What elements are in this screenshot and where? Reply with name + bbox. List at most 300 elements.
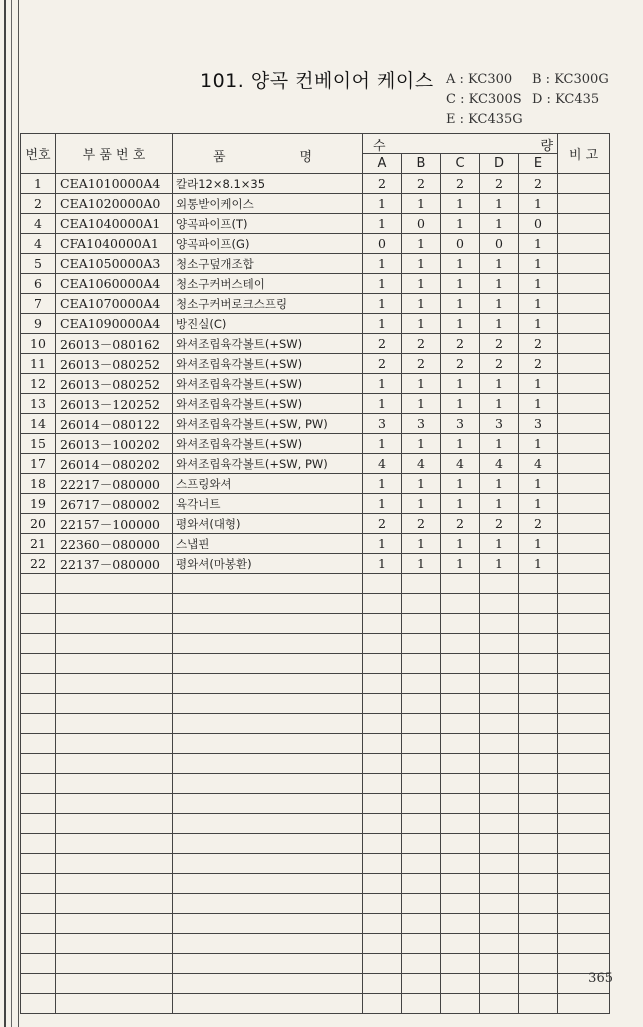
empty-cell bbox=[480, 654, 519, 674]
empty-cell bbox=[363, 894, 402, 914]
part-number: 22217－080000 bbox=[56, 474, 173, 494]
qty-cell: 1 bbox=[519, 294, 558, 314]
row-number: 11 bbox=[21, 354, 56, 374]
table-row bbox=[21, 174, 610, 194]
empty-cell bbox=[480, 894, 519, 914]
empty-row bbox=[21, 914, 610, 934]
qty-cell: 1 bbox=[363, 394, 402, 414]
row-number: 18 bbox=[21, 474, 56, 494]
empty-cell bbox=[519, 974, 558, 994]
empty-cell bbox=[56, 814, 173, 834]
header-part-no: 부 품 번 호 bbox=[56, 134, 173, 174]
empty-cell bbox=[441, 754, 480, 774]
empty-cell bbox=[402, 954, 441, 974]
empty-cell bbox=[402, 834, 441, 854]
empty-cell bbox=[56, 994, 173, 1014]
row-number: 10 bbox=[21, 334, 56, 354]
empty-cell bbox=[21, 574, 56, 594]
empty-cell bbox=[519, 774, 558, 794]
empty-cell bbox=[21, 734, 56, 754]
empty-cell bbox=[363, 694, 402, 714]
part-number: 26717－080002 bbox=[56, 494, 173, 514]
model-legend bbox=[446, 70, 609, 130]
qty-cell: 1 bbox=[480, 314, 519, 334]
part-name: 청소구덮개조합 bbox=[173, 254, 363, 274]
remarks-cell bbox=[558, 534, 610, 554]
qty-cell: 1 bbox=[441, 314, 480, 334]
qty-cell: 0 bbox=[441, 234, 480, 254]
row-number: 13 bbox=[21, 394, 56, 414]
empty-cell bbox=[402, 714, 441, 734]
empty-cell bbox=[558, 694, 610, 714]
qty-cell: 1 bbox=[519, 194, 558, 214]
qty-cell: 1 bbox=[480, 374, 519, 394]
empty-cell bbox=[56, 794, 173, 814]
qty-cell: 0 bbox=[519, 214, 558, 234]
empty-row bbox=[21, 674, 610, 694]
qty-cell: 1 bbox=[363, 254, 402, 274]
part-number: CEA1020000A0 bbox=[56, 194, 173, 214]
empty-cell bbox=[21, 594, 56, 614]
empty-cell bbox=[173, 994, 363, 1014]
empty-cell bbox=[173, 594, 363, 614]
empty-cell bbox=[519, 894, 558, 914]
empty-cell bbox=[363, 754, 402, 774]
empty-row bbox=[21, 994, 610, 1014]
qty-cell: 2 bbox=[480, 354, 519, 374]
empty-cell bbox=[441, 834, 480, 854]
qty-cell: 2 bbox=[441, 354, 480, 374]
header-col-a: A bbox=[363, 154, 402, 174]
part-number: CEA1060000A4 bbox=[56, 274, 173, 294]
empty-cell bbox=[558, 574, 610, 594]
empty-cell bbox=[402, 734, 441, 754]
empty-cell bbox=[558, 754, 610, 774]
table-row bbox=[21, 394, 610, 414]
empty-cell bbox=[363, 614, 402, 634]
empty-cell bbox=[519, 574, 558, 594]
empty-cell bbox=[558, 774, 610, 794]
empty-cell bbox=[441, 974, 480, 994]
empty-cell bbox=[402, 814, 441, 834]
table-row bbox=[21, 234, 610, 254]
empty-cell bbox=[21, 834, 56, 854]
empty-cell bbox=[441, 794, 480, 814]
qty-cell: 1 bbox=[480, 254, 519, 274]
empty-cell bbox=[558, 654, 610, 674]
qty-cell: 0 bbox=[480, 234, 519, 254]
qty-cell: 2 bbox=[480, 334, 519, 354]
empty-cell bbox=[402, 934, 441, 954]
empty-cell bbox=[480, 634, 519, 654]
empty-cell bbox=[480, 694, 519, 714]
part-number: 22360－080000 bbox=[56, 534, 173, 554]
empty-cell bbox=[558, 874, 610, 894]
empty-cell bbox=[363, 934, 402, 954]
empty-cell bbox=[519, 594, 558, 614]
empty-cell bbox=[56, 934, 173, 954]
part-number: CEA1070000A4 bbox=[56, 294, 173, 314]
empty-cell bbox=[441, 914, 480, 934]
empty-cell bbox=[558, 914, 610, 934]
empty-cell bbox=[402, 974, 441, 994]
empty-cell bbox=[402, 994, 441, 1014]
empty-cell bbox=[558, 934, 610, 954]
model-code: C : KC300S bbox=[446, 92, 522, 107]
qty-cell: 4 bbox=[480, 454, 519, 474]
empty-cell bbox=[402, 694, 441, 714]
qty-cell: 3 bbox=[441, 414, 480, 434]
qty-cell: 2 bbox=[441, 514, 480, 534]
qty-cell: 2 bbox=[441, 174, 480, 194]
empty-cell bbox=[56, 854, 173, 874]
empty-cell bbox=[363, 794, 402, 814]
empty-cell bbox=[519, 674, 558, 694]
empty-row bbox=[21, 894, 610, 914]
row-number: 2 bbox=[21, 194, 56, 214]
header-remarks: 비 고 bbox=[558, 134, 610, 174]
part-number: CEA1010000A4 bbox=[56, 174, 173, 194]
table-row bbox=[21, 514, 610, 534]
empty-cell bbox=[441, 774, 480, 794]
empty-cell bbox=[441, 854, 480, 874]
qty-cell: 1 bbox=[402, 374, 441, 394]
part-number: 22137－080000 bbox=[56, 554, 173, 574]
empty-cell bbox=[56, 974, 173, 994]
qty-cell: 1 bbox=[402, 394, 441, 414]
empty-cell bbox=[173, 654, 363, 674]
empty-cell bbox=[56, 774, 173, 794]
qty-cell: 1 bbox=[363, 494, 402, 514]
empty-cell bbox=[519, 634, 558, 654]
empty-row bbox=[21, 694, 610, 714]
empty-cell bbox=[441, 594, 480, 614]
qty-cell: 1 bbox=[363, 374, 402, 394]
empty-row bbox=[21, 634, 610, 654]
row-number: 4 bbox=[21, 214, 56, 234]
part-name: 칼라12×8.1×35 bbox=[173, 174, 363, 194]
part-name: 스프링와셔 bbox=[173, 474, 363, 494]
empty-row bbox=[21, 754, 610, 774]
row-number: 9 bbox=[21, 314, 56, 334]
empty-cell bbox=[56, 954, 173, 974]
empty-cell bbox=[56, 834, 173, 854]
part-name: 청소구커버스테이 bbox=[173, 274, 363, 294]
part-name: 청소구커버로크스프링 bbox=[173, 294, 363, 314]
empty-cell bbox=[558, 834, 610, 854]
empty-cell bbox=[21, 754, 56, 774]
remarks-cell bbox=[558, 174, 610, 194]
header-name-left: 품 bbox=[213, 150, 226, 165]
empty-cell bbox=[173, 834, 363, 854]
qty-cell: 2 bbox=[402, 174, 441, 194]
part-name: 와셔조립육각볼트(+SW, PW) bbox=[173, 414, 363, 434]
part-name: 와셔조립육각볼트(+SW) bbox=[173, 374, 363, 394]
empty-cell bbox=[363, 974, 402, 994]
empty-cell bbox=[441, 574, 480, 594]
empty-cell bbox=[363, 954, 402, 974]
part-number: 26013－080252 bbox=[56, 354, 173, 374]
qty-cell: 1 bbox=[519, 434, 558, 454]
empty-cell bbox=[363, 574, 402, 594]
table-row bbox=[21, 534, 610, 554]
remarks-cell bbox=[558, 314, 610, 334]
part-name: 와셔조립육각볼트(+SW) bbox=[173, 394, 363, 414]
empty-cell bbox=[56, 754, 173, 774]
header-col-d: D bbox=[480, 154, 519, 174]
empty-cell bbox=[519, 854, 558, 874]
empty-cell bbox=[402, 574, 441, 594]
empty-cell bbox=[21, 774, 56, 794]
part-number: 26013－080162 bbox=[56, 334, 173, 354]
table-row bbox=[21, 474, 610, 494]
empty-cell bbox=[173, 794, 363, 814]
empty-cell bbox=[402, 614, 441, 634]
empty-cell bbox=[363, 854, 402, 874]
empty-row bbox=[21, 934, 610, 954]
empty-cell bbox=[480, 854, 519, 874]
empty-cell bbox=[519, 754, 558, 774]
qty-cell: 2 bbox=[480, 174, 519, 194]
part-name: 스냅핀 bbox=[173, 534, 363, 554]
remarks-cell bbox=[558, 374, 610, 394]
empty-cell bbox=[558, 714, 610, 734]
qty-cell: 2 bbox=[519, 174, 558, 194]
empty-cell bbox=[363, 774, 402, 794]
qty-cell: 1 bbox=[519, 274, 558, 294]
qty-cell: 3 bbox=[402, 414, 441, 434]
empty-cell bbox=[56, 654, 173, 674]
remarks-cell bbox=[558, 214, 610, 234]
empty-cell bbox=[519, 914, 558, 934]
empty-cell bbox=[441, 614, 480, 634]
qty-cell: 2 bbox=[480, 514, 519, 534]
qty-cell: 1 bbox=[363, 554, 402, 574]
remarks-cell bbox=[558, 514, 610, 534]
header-no: 번호 bbox=[21, 134, 56, 174]
qty-cell: 1 bbox=[402, 494, 441, 514]
empty-cell bbox=[480, 994, 519, 1014]
empty-cell bbox=[558, 994, 610, 1014]
remarks-cell bbox=[558, 274, 610, 294]
part-number: 26013－120252 bbox=[56, 394, 173, 414]
empty-cell bbox=[519, 834, 558, 854]
table-row bbox=[21, 214, 610, 234]
empty-cell bbox=[441, 954, 480, 974]
remarks-cell bbox=[558, 234, 610, 254]
qty-cell: 0 bbox=[402, 214, 441, 234]
qty-cell: 1 bbox=[441, 394, 480, 414]
empty-row bbox=[21, 974, 610, 994]
row-number: 21 bbox=[21, 534, 56, 554]
qty-cell: 1 bbox=[402, 554, 441, 574]
empty-row bbox=[21, 874, 610, 894]
empty-cell bbox=[402, 894, 441, 914]
qty-cell: 1 bbox=[402, 314, 441, 334]
qty-cell: 2 bbox=[363, 514, 402, 534]
empty-cell bbox=[173, 934, 363, 954]
model-line bbox=[446, 110, 609, 130]
table-row bbox=[21, 334, 610, 354]
empty-row bbox=[21, 794, 610, 814]
empty-cell bbox=[402, 854, 441, 874]
empty-cell bbox=[519, 874, 558, 894]
remarks-cell bbox=[558, 554, 610, 574]
empty-cell bbox=[173, 974, 363, 994]
empty-cell bbox=[363, 994, 402, 1014]
empty-cell bbox=[558, 594, 610, 614]
empty-row bbox=[21, 814, 610, 834]
empty-cell bbox=[21, 654, 56, 674]
empty-cell bbox=[21, 974, 56, 994]
qty-cell: 1 bbox=[480, 194, 519, 214]
remarks-cell bbox=[558, 354, 610, 374]
row-number: 19 bbox=[21, 494, 56, 514]
qty-cell: 1 bbox=[441, 534, 480, 554]
qty-cell: 1 bbox=[441, 214, 480, 234]
qty-cell: 4 bbox=[363, 454, 402, 474]
part-name: 양곡파이프(G) bbox=[173, 234, 363, 254]
empty-cell bbox=[480, 914, 519, 934]
empty-cell bbox=[480, 934, 519, 954]
empty-cell bbox=[363, 814, 402, 834]
empty-row bbox=[21, 654, 610, 674]
model-code: B : KC300G bbox=[532, 72, 609, 87]
part-name: 외통받이케이스 bbox=[173, 194, 363, 214]
empty-cell bbox=[363, 594, 402, 614]
qty-cell: 1 bbox=[480, 554, 519, 574]
qty-cell: 2 bbox=[519, 514, 558, 534]
empty-cell bbox=[363, 654, 402, 674]
title-area bbox=[200, 66, 434, 93]
empty-cell bbox=[480, 594, 519, 614]
empty-cell bbox=[173, 854, 363, 874]
empty-cell bbox=[21, 634, 56, 654]
qty-cell: 1 bbox=[519, 494, 558, 514]
qty-cell: 2 bbox=[519, 354, 558, 374]
empty-cell bbox=[441, 674, 480, 694]
qty-cell: 1 bbox=[480, 534, 519, 554]
table-row bbox=[21, 194, 610, 214]
empty-cell bbox=[21, 994, 56, 1014]
table-row bbox=[21, 374, 610, 394]
qty-cell: 4 bbox=[519, 454, 558, 474]
qty-cell: 1 bbox=[519, 534, 558, 554]
parts-table bbox=[20, 133, 610, 1014]
part-name: 양곡파이프(T) bbox=[173, 214, 363, 234]
qty-cell: 1 bbox=[519, 394, 558, 414]
qty-cell: 1 bbox=[441, 194, 480, 214]
qty-cell: 1 bbox=[519, 374, 558, 394]
empty-cell bbox=[402, 794, 441, 814]
empty-cell bbox=[363, 914, 402, 934]
empty-cell bbox=[519, 954, 558, 974]
qty-cell: 2 bbox=[402, 354, 441, 374]
part-name: 와셔조립육각볼트(+SW, PW) bbox=[173, 454, 363, 474]
empty-row bbox=[21, 834, 610, 854]
empty-cell bbox=[363, 634, 402, 654]
empty-cell bbox=[173, 674, 363, 694]
table-row bbox=[21, 354, 610, 374]
table-row bbox=[21, 454, 610, 474]
part-name: 평와셔(대형) bbox=[173, 514, 363, 534]
empty-cell bbox=[363, 874, 402, 894]
row-number: 20 bbox=[21, 514, 56, 534]
qty-cell: 1 bbox=[519, 474, 558, 494]
empty-row bbox=[21, 774, 610, 794]
model-code: D : KC435 bbox=[532, 92, 600, 107]
empty-cell bbox=[519, 734, 558, 754]
empty-cell bbox=[519, 714, 558, 734]
empty-cell bbox=[519, 694, 558, 714]
empty-cell bbox=[21, 674, 56, 694]
row-number: 7 bbox=[21, 294, 56, 314]
empty-cell bbox=[173, 574, 363, 594]
qty-cell: 1 bbox=[441, 374, 480, 394]
empty-cell bbox=[402, 674, 441, 694]
table-row bbox=[21, 254, 610, 274]
empty-cell bbox=[480, 954, 519, 974]
qty-cell: 1 bbox=[402, 294, 441, 314]
qty-cell: 1 bbox=[519, 314, 558, 334]
empty-row bbox=[21, 854, 610, 874]
empty-cell bbox=[21, 694, 56, 714]
row-number: 12 bbox=[21, 374, 56, 394]
header-col-e: E bbox=[519, 154, 558, 174]
remarks-cell bbox=[558, 254, 610, 274]
empty-cell bbox=[480, 614, 519, 634]
qty-cell: 1 bbox=[441, 254, 480, 274]
row-number: 15 bbox=[21, 434, 56, 454]
qty-cell: 2 bbox=[363, 334, 402, 354]
empty-cell bbox=[558, 634, 610, 654]
empty-cell bbox=[363, 834, 402, 854]
empty-cell bbox=[402, 774, 441, 794]
empty-cell bbox=[480, 774, 519, 794]
row-number: 1 bbox=[21, 174, 56, 194]
part-name: 와셔조립육각볼트(+SW) bbox=[173, 434, 363, 454]
qty-cell: 1 bbox=[363, 474, 402, 494]
page-number: 365 bbox=[588, 971, 613, 986]
qty-cell: 1 bbox=[480, 474, 519, 494]
empty-cell bbox=[402, 754, 441, 774]
qty-cell: 3 bbox=[519, 414, 558, 434]
empty-cell bbox=[173, 914, 363, 934]
qty-cell: 1 bbox=[480, 274, 519, 294]
part-number: CEA1040000A1 bbox=[56, 214, 173, 234]
part-name: 평와셔(마봉환) bbox=[173, 554, 363, 574]
header-col-c: C bbox=[441, 154, 480, 174]
model-line bbox=[446, 70, 609, 90]
empty-cell bbox=[441, 814, 480, 834]
part-number: CFA1040000A1 bbox=[56, 234, 173, 254]
qty-cell: 1 bbox=[480, 434, 519, 454]
empty-cell bbox=[56, 694, 173, 714]
empty-cell bbox=[441, 874, 480, 894]
table-row bbox=[21, 554, 610, 574]
qty-cell: 0 bbox=[363, 234, 402, 254]
empty-cell bbox=[21, 614, 56, 634]
qty-cell: 1 bbox=[441, 434, 480, 454]
empty-cell bbox=[56, 674, 173, 694]
empty-cell bbox=[173, 774, 363, 794]
empty-cell bbox=[173, 894, 363, 914]
qty-cell: 1 bbox=[402, 434, 441, 454]
qty-cell: 1 bbox=[363, 314, 402, 334]
empty-cell bbox=[480, 734, 519, 754]
qty-cell: 1 bbox=[441, 494, 480, 514]
row-number: 6 bbox=[21, 274, 56, 294]
